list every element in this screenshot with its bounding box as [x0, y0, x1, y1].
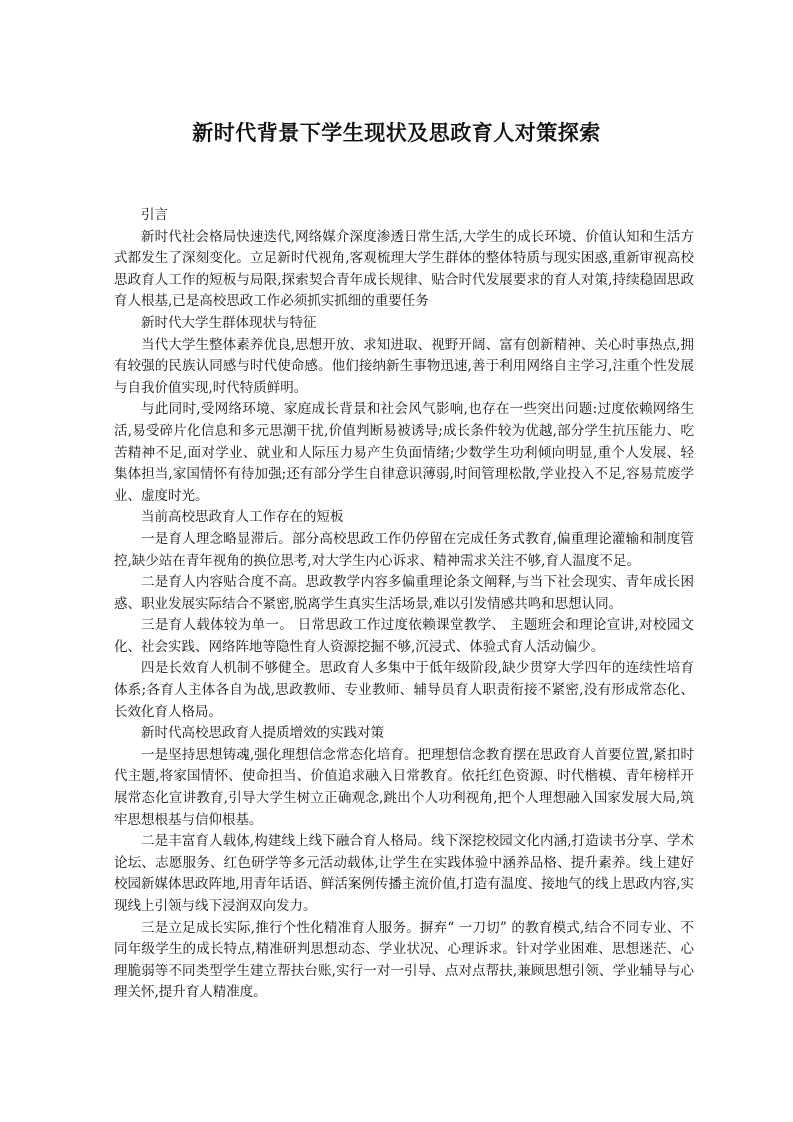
paragraph: 与此同时,受网络环境、家庭成长背景和社会风气影响,也存在一些突出问题:过度依赖网络生活,易受碎片化信息和多元思潮干扰,价值判断易被诱导;成长条件较为优越,部分学生抗压能力、吃苦精神不足,面对学业、就业和人际压力易产生负面情绪;少数学生功利倾向明显,重个人发展、轻集体担当,家国情怀有待加强;还有部分学生自律意识薄弱,时间管理松散,学业投入不足,容易荒废学业、虚度时光。 [114, 401, 694, 504]
section-heading: 新时代大学生群体现状与特征 [141, 314, 317, 331]
section-heading: 新时代高校思政育人提质增效的实践对策 [141, 725, 384, 742]
paragraph: 三是立足成长实际,推行个性化精准育人服务。摒弃“ 一刀切” 的教育模式,结合不同专业、不同年级学生的成长特点,精准研判思想动态、学业状况、心理诉求。针对学业困难、思想迷茫、心理脆弱等不同类型学生建立帮扶台账,实行一对一引导、点对点帮扶,兼顾思想引领、学业辅导与心理关怀,提升育人精准度。 [114, 919, 694, 1001]
paragraph: 三是育人载体较为单一。 日常思政工作过度依赖课堂教学、 主题班会和理论宣讲,对校园文化、社会实践、网络阵地等隐性育人资源挖掘不够,沉浸式、体验式育人活动偏少。 [114, 617, 694, 655]
document-title: 新时代背景下学生现状及思政育人对策探索 [192, 120, 601, 145]
paragraph: 二是丰富育人载体,构建线上线下融合育人格局。线下深挖校园文化内涵,打造读书分享、学术论坛、志愿服务、红色研学等多元活动载体,让学生在实践体验中涵养品格、提升素养。线上建好校园新媒体思政阵地,用青年话语、鲜活案例传播主流价值,打造有温度、接地气的线上思政内容,实现线上引领与线下浸润双向发力。 [114, 833, 694, 914]
section-heading: 当前高校思政育人工作存在的短板 [141, 509, 344, 526]
document-body [114, 205, 694, 1004]
paragraph: 一是坚持思想铸魂,强化理想信念常态化培育。把理想信念教育摆在思政育人首要位置,紧扣时代主题,将家国情怀、使命担当、价值追求融入日常教育。依托红色资源、时代楷模、青年榜样开展常态化宣讲教育,引导大学生树立正确观念,跳出个人功利视角,把个人理想融入国家发展大局,筑牢思想根基与信仰根基。 [114, 746, 694, 828]
section-heading: 引言 [141, 207, 168, 223]
paragraph: 新时代社会格局快速迭代,网络媒介深度渗透日常生活,大学生的成长环境、价值认知和生活方式都发生了深刻变化。立足新时代视角,客观梳理大学生群体的整体特质与现实困惑,重新审视高校思政育人工作的短板与局限,探索契合青年成长规律、贴合时代发展要求的育人对策,持续稳固思政育人根基,已是高校思政工作必须抓实抓细的重要任务 [114, 228, 694, 310]
paragraph: 当代大学生整体素养优良,思想开放、求知进取、视野开阔、富有创新精神、关心时事热点,拥有较强的民族认同感与时代使命感。他们接纳新生事物迅速,善于利用网络自主学习,注重个性发展与自我价值实现,时代特质鲜明。 [114, 336, 694, 396]
paragraph: 二是育人内容贴合度不高。思政教学内容多偏重理论条文阐释,与当下社会现实、青年成长困惑、职业发展实际结合不紧密,脱离学生真实生活场景,难以引发情感共鸣和思想认同。 [114, 574, 694, 612]
paragraph: 一是育人理念略显滞后。部分高校思政工作仍停留在完成任务式教育,偏重理论灌输和制度管控,缺少站在青年视角的换位思考,对大学生内心诉求、精神需求关注不够,育人温度不足。 [114, 530, 694, 569]
paragraph: 四是长效育人机制不够健全。思政育人多集中于低年级阶段,缺少贯穿大学四年的连续性培育体系;各育人主体各自为战,思政教师、专业教师、辅导员育人职责衔接不紧密,没有形成常态化、长效化育人格局。 [114, 660, 694, 720]
